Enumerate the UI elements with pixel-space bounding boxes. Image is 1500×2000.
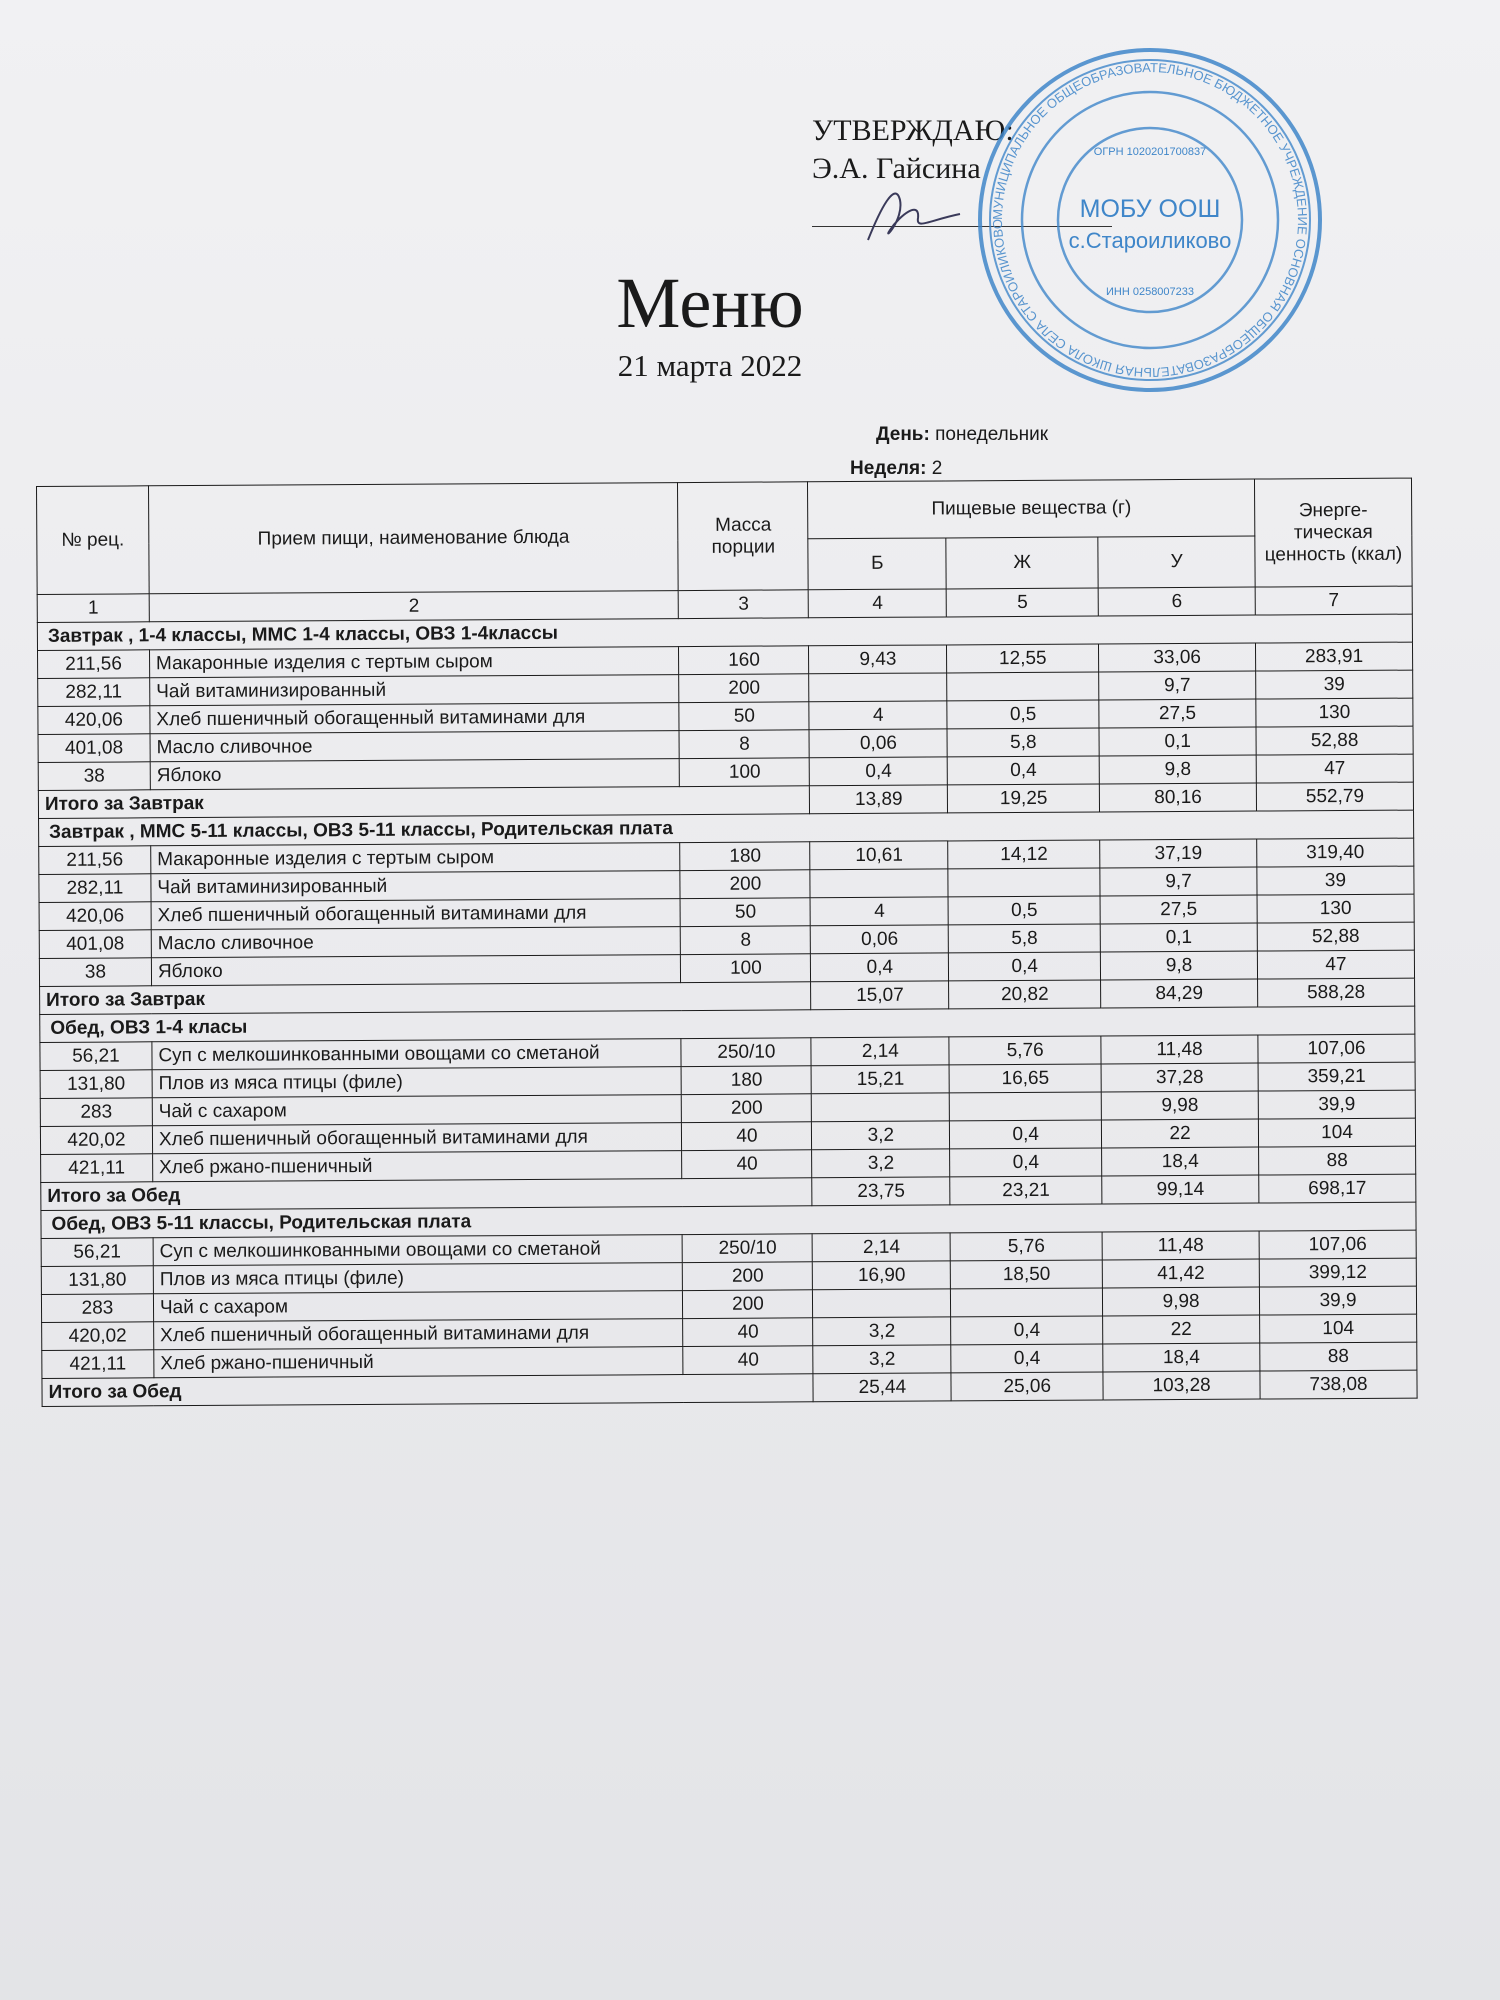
recipe-number-cell: 401,08 [39, 930, 151, 959]
dish-name-cell: Чай витаминизированный [150, 675, 680, 706]
mass-cell: 250/10 [681, 1038, 811, 1067]
col-number: 5 [946, 588, 1098, 617]
header-dish: Прием пищи, наименование блюда [148, 483, 678, 594]
recipe-number-cell: 283 [41, 1294, 153, 1323]
carbs-cell: 11,48 [1101, 1035, 1258, 1064]
recipe-number-cell: 56,21 [41, 1238, 153, 1267]
total-protein: 23,75 [812, 1177, 950, 1206]
fat-cell: 18,50 [951, 1260, 1103, 1289]
stamp-ring-text: МУНИЦИПАЛЬНОЕ ОБЩЕОБРАЗОВАТЕЛЬНОЕ БЮДЖЕТНОЕ УЧРЕЖДЕНИЕ ОСНОВНАЯ ОБЩЕОБРАЗОВАТЕЛЬНАЯ ШКОЛА СЕЛА СТАРОИЛИКОВО [989, 59, 1311, 381]
signature-scribble [860, 170, 970, 250]
energy-cell: 39,9 [1259, 1286, 1416, 1315]
protein-cell: 0,4 [810, 757, 948, 786]
dish-name-cell: Чай с сахаром [153, 1291, 683, 1322]
approval-name: Э.А. Гайсина [812, 152, 981, 185]
total-carbs: 80,16 [1100, 783, 1257, 812]
mass-cell: 180 [680, 842, 810, 871]
energy-cell: 47 [1257, 950, 1414, 979]
energy-cell: 104 [1258, 1118, 1415, 1147]
energy-cell: 104 [1260, 1314, 1417, 1343]
energy-cell: 88 [1260, 1342, 1417, 1371]
carbs-cell: 0,1 [1100, 923, 1257, 952]
energy-cell: 88 [1259, 1146, 1416, 1175]
mass-cell: 8 [679, 730, 809, 759]
mass-cell: 40 [683, 1318, 813, 1347]
protein-cell [812, 1093, 950, 1122]
carbs-cell: 22 [1103, 1315, 1260, 1344]
fat-cell [947, 672, 1099, 701]
day-row [876, 424, 1048, 446]
recipe-number-cell: 421,11 [42, 1350, 154, 1379]
carbs-cell: 9,8 [1099, 755, 1256, 784]
recipe-number-cell: 211,56 [39, 846, 151, 875]
dish-name-cell: Плов из мяса птицы (филе) [152, 1067, 682, 1098]
protein-cell: 16,90 [813, 1261, 951, 1290]
carbs-cell: 33,06 [1099, 643, 1256, 672]
col-number: 6 [1098, 587, 1255, 616]
protein-cell [809, 673, 947, 702]
carbs-cell: 9,7 [1099, 671, 1256, 700]
carbs-cell: 27,5 [1100, 895, 1257, 924]
stamp-inn: ИНН 0258007233 [1105, 286, 1195, 298]
mass-cell: 200 [682, 1094, 812, 1123]
mass-cell: 180 [682, 1066, 812, 1095]
energy-cell: 39 [1256, 670, 1413, 699]
energy-cell: 130 [1257, 894, 1414, 923]
total-energy: 552,79 [1256, 782, 1413, 811]
total-energy: 738,08 [1260, 1370, 1417, 1399]
total-carbs: 84,29 [1101, 979, 1258, 1008]
recipe-number-cell: 420,06 [38, 706, 150, 735]
dish-name-cell: Чай с сахаром [152, 1095, 682, 1126]
protein-cell: 2,14 [811, 1037, 949, 1066]
protein-cell: 4 [810, 897, 948, 926]
protein-cell: 0,06 [811, 925, 949, 954]
carbs-cell: 37,28 [1101, 1063, 1258, 1092]
fat-cell: 0,5 [947, 700, 1099, 729]
energy-cell: 52,88 [1257, 922, 1414, 951]
dish-name-cell: Хлеб ржано-пшеничный [154, 1347, 684, 1378]
protein-cell: 3,2 [812, 1121, 950, 1150]
header-nutrients: Пищевые вещества (г) [808, 479, 1255, 539]
dish-name-cell: Суп с мелкошинкованными овощами со сметаной [152, 1039, 682, 1070]
carbs-cell: 11,48 [1102, 1231, 1259, 1260]
mass-cell: 50 [679, 702, 809, 731]
mass-cell: 50 [681, 898, 811, 927]
fat-cell: 12,55 [947, 644, 1099, 673]
dish-name-cell: Яблоко [150, 759, 680, 790]
total-fat: 20,82 [949, 980, 1101, 1009]
protein-cell: 15,21 [811, 1065, 949, 1094]
col-number: 2 [149, 591, 679, 622]
header-energy: Энерге-тическая ценность (ккал) [1255, 478, 1413, 587]
section-title: Обед, ОВЗ 1-4 класы [40, 1006, 1415, 1042]
protein-cell [813, 1289, 951, 1318]
mass-cell: 200 [683, 1290, 813, 1319]
energy-cell: 39,9 [1258, 1090, 1415, 1119]
protein-cell [810, 869, 948, 898]
day-label: День: [876, 424, 930, 445]
protein-cell: 3,2 [813, 1345, 951, 1374]
col-number: 7 [1255, 586, 1412, 615]
dish-name-cell: Суп с мелкошинкованными овощами со сметаной [153, 1235, 683, 1266]
total-energy: 588,28 [1258, 978, 1415, 1007]
header-carbs: У [1098, 536, 1255, 588]
total-label: Итого за Обед [42, 1374, 814, 1407]
protein-cell: 4 [809, 701, 947, 730]
fat-cell: 0,4 [951, 1316, 1103, 1345]
carbs-cell: 18,4 [1103, 1343, 1260, 1372]
protein-cell: 3,2 [812, 1149, 950, 1178]
mass-cell: 8 [681, 926, 811, 955]
stamp-center-line1: МОБУ ООШ [1079, 195, 1221, 223]
col-number: 4 [809, 589, 947, 618]
carbs-cell: 41,42 [1102, 1259, 1259, 1288]
header-fat: Ж [946, 537, 1098, 589]
fat-cell [951, 1288, 1103, 1317]
fat-cell: 0,4 [951, 1344, 1103, 1373]
energy-cell: 39 [1257, 866, 1414, 895]
protein-cell: 0,4 [811, 953, 949, 982]
mass-cell: 250/10 [683, 1234, 813, 1263]
mass-cell: 160 [679, 646, 809, 675]
section-title: Завтрак , ММС 5-11 классы, ОВЗ 5-11 классы, Родительская плата [39, 810, 1414, 846]
total-carbs: 99,14 [1102, 1175, 1259, 1204]
energy-cell: 359,21 [1258, 1062, 1415, 1091]
recipe-number-cell: 420,02 [40, 1126, 152, 1155]
recipe-number-cell: 283 [40, 1098, 152, 1127]
total-label: Итого за Завтрак [38, 786, 810, 819]
week-value: 2 [931, 458, 943, 479]
dish-name-cell: Макаронные изделия с тертым сыром [151, 843, 681, 874]
total-protein: 25,44 [813, 1373, 951, 1402]
carbs-cell: 9,7 [1100, 867, 1257, 896]
header-mass: Масса порции [678, 482, 809, 591]
mass-cell: 100 [681, 954, 811, 983]
section-title: Обед, ОВЗ 5-11 классы, Родительская плата [41, 1202, 1416, 1238]
fat-cell: 14,12 [948, 840, 1100, 869]
total-fat: 25,06 [951, 1372, 1103, 1401]
fat-cell: 0,4 [949, 952, 1101, 981]
recipe-number-cell: 401,08 [38, 734, 150, 763]
mass-cell: 200 [683, 1262, 813, 1291]
fat-cell [950, 1092, 1102, 1121]
mass-cell: 40 [682, 1150, 812, 1179]
total-protein: 15,07 [811, 981, 949, 1010]
stamp-center-line2: с.Староиликово [1068, 228, 1232, 253]
fat-cell: 0,4 [950, 1120, 1102, 1149]
energy-cell: 52,88 [1256, 726, 1413, 755]
fat-cell: 5,8 [947, 728, 1099, 757]
carbs-cell: 0,1 [1099, 727, 1256, 756]
dish-name-cell: Хлеб ржано-пшеничный [153, 1151, 683, 1182]
fat-cell: 0,5 [948, 896, 1100, 925]
protein-cell: 0,06 [809, 729, 947, 758]
carbs-cell: 9,98 [1101, 1091, 1258, 1120]
total-fat: 19,25 [948, 784, 1100, 813]
fat-cell: 5,76 [949, 1036, 1101, 1065]
carbs-cell: 18,4 [1102, 1147, 1259, 1176]
total-label: Итого за Обед [41, 1178, 813, 1211]
col-number: 1 [37, 594, 149, 623]
header-num: № рец. [37, 486, 150, 595]
total-carbs: 103,28 [1103, 1371, 1260, 1400]
fat-cell: 0,4 [950, 1148, 1102, 1177]
energy-cell: 47 [1256, 754, 1413, 783]
menu-table-body [37, 614, 1417, 1406]
carbs-cell: 9,8 [1101, 951, 1258, 980]
dish-name-cell: Чай витаминизированный [151, 871, 681, 902]
col-number: 3 [679, 590, 809, 619]
protein-cell: 9,43 [809, 645, 947, 674]
dish-name-cell: Макаронные изделия с тертым сыром [149, 647, 679, 678]
week-row [850, 458, 942, 480]
dish-name-cell: Хлеб пшеничный обогащенный витаминами для [150, 703, 680, 734]
recipe-number-cell: 420,06 [39, 902, 151, 931]
carbs-cell: 9,98 [1103, 1287, 1260, 1316]
header-protein: Б [808, 538, 946, 590]
protein-cell: 10,61 [810, 841, 948, 870]
total-protein: 13,89 [810, 785, 948, 814]
recipe-number-cell: 282,11 [39, 874, 151, 903]
total-energy: 698,17 [1259, 1174, 1416, 1203]
menu-table [36, 478, 1418, 1407]
mass-cell: 100 [680, 758, 810, 787]
recipe-number-cell: 56,21 [40, 1042, 152, 1071]
dish-name-cell: Хлеб пшеничный обогащенный витаминами для [151, 899, 681, 930]
energy-cell: 130 [1256, 698, 1413, 727]
recipe-number-cell: 211,56 [38, 650, 150, 679]
recipe-number-cell: 420,02 [42, 1322, 154, 1351]
stamp-ogrn: ОГРН 1020201700837 [1093, 146, 1207, 158]
fat-cell [948, 868, 1100, 897]
fat-cell: 5,76 [950, 1232, 1102, 1261]
dish-name-cell: Хлеб пшеничный обогащенный витаминами для [152, 1123, 682, 1154]
dish-name-cell: Плов из мяса птицы (филе) [153, 1263, 683, 1294]
dish-name-cell: Яблоко [151, 955, 681, 986]
mass-cell: 40 [682, 1122, 812, 1151]
menu-date: 21 марта 2022 [617, 348, 803, 383]
protein-cell: 2,14 [812, 1233, 950, 1262]
carbs-cell: 37,19 [1100, 839, 1257, 868]
energy-cell: 107,06 [1259, 1230, 1416, 1259]
total-fat: 23,21 [950, 1176, 1102, 1205]
recipe-number-cell: 421,11 [41, 1154, 153, 1183]
carbs-cell: 27,5 [1099, 699, 1256, 728]
approval-title: УТВЕРЖДАЮ: [812, 114, 1014, 147]
dish-name-cell: Масло сливочное [150, 731, 680, 762]
energy-cell: 399,12 [1259, 1258, 1416, 1287]
page-title: Меню [616, 263, 804, 343]
week-label: Неделя: [850, 458, 927, 479]
recipe-number-cell: 38 [38, 762, 150, 791]
mass-cell: 200 [680, 870, 810, 899]
mass-cell: 40 [683, 1346, 813, 1375]
recipe-number-cell: 131,80 [40, 1070, 152, 1099]
mass-cell: 200 [679, 674, 809, 703]
recipe-number-cell: 38 [39, 958, 151, 987]
dish-name-cell: Масло сливочное [151, 927, 681, 958]
total-label: Итого за Завтрак [40, 982, 812, 1015]
energy-cell: 319,40 [1257, 838, 1414, 867]
recipe-number-cell: 282,11 [38, 678, 150, 707]
section-title: Завтрак , 1-4 классы, ММС 1-4 классы, ОВЗ 1-4классы [37, 614, 1412, 650]
energy-cell: 107,06 [1258, 1034, 1415, 1063]
carbs-cell: 22 [1102, 1119, 1259, 1148]
day-value: понедельник [935, 424, 1049, 445]
energy-cell: 283,91 [1256, 642, 1413, 671]
fat-cell: 0,4 [947, 756, 1099, 785]
protein-cell: 3,2 [813, 1317, 951, 1346]
fat-cell: 16,65 [949, 1064, 1101, 1093]
fat-cell: 5,8 [948, 924, 1100, 953]
recipe-number-cell: 131,80 [41, 1266, 153, 1295]
dish-name-cell: Хлеб пшеничный обогащенный витаминами для [154, 1319, 684, 1350]
